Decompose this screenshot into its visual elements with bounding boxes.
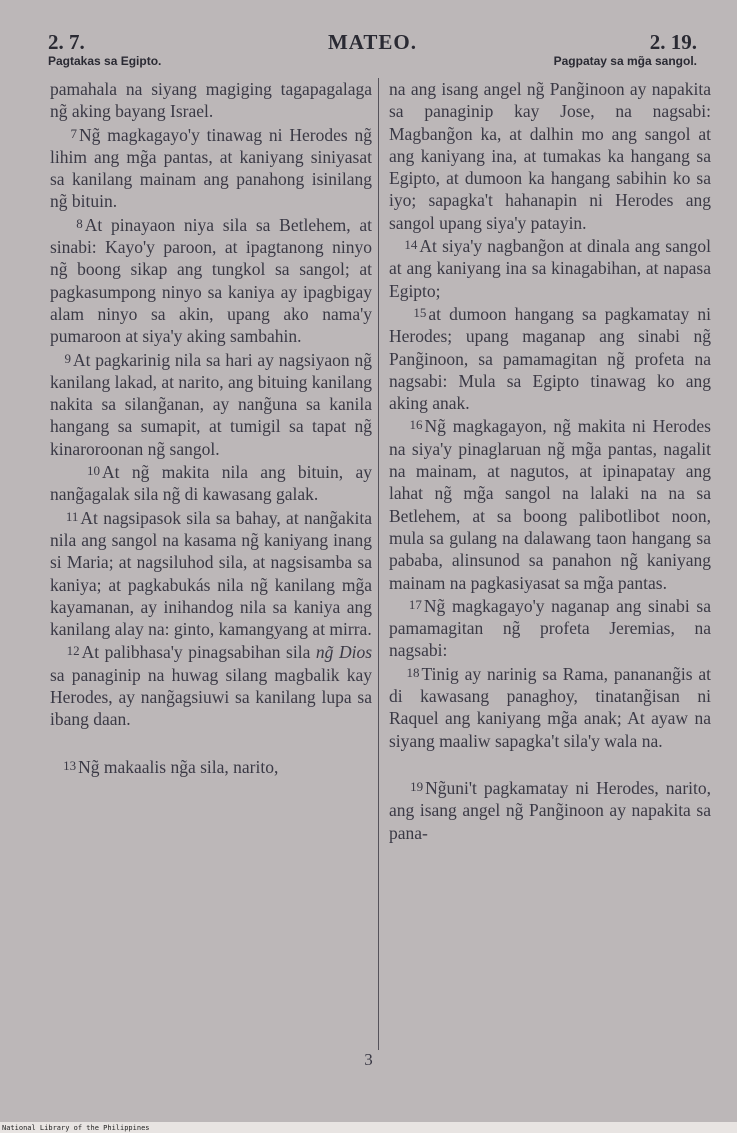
left-column bbox=[50, 78, 372, 778]
verse-number: 8 bbox=[76, 215, 83, 231]
right-section-heading: Pagpatay sa mg̃a sangol. bbox=[553, 54, 697, 68]
verse-paragraph bbox=[50, 213, 372, 348]
verse-text: At palibhasa'y pinagsabihan sila bbox=[81, 642, 316, 663]
verse-text: Ng̃ magkagayo'y naganap ang sinabi sa pamamagitan ng̃ profeta Jeremias, na nagsabi: bbox=[389, 595, 712, 661]
verse-paragraph bbox=[50, 348, 372, 460]
verse-text: At ng̃ makita nila ang bituin, ay nang̃agalak sila ng̃ di kawasang galak. bbox=[50, 462, 372, 505]
verse-text: At siya'y nagbang̃on at dinala ang sangol at ang kaniyang ina sa kinagabihan, at napasa Egipto; bbox=[389, 236, 711, 301]
verse-italic-text: ng̃ Dios bbox=[315, 642, 373, 663]
verse-text: At pagkarinig nila sa hari ay nagsiyaon ng̃ kanilang lakad, at narito, ang bituing kanilang nakita sa silang̃anan, ay nang̃una sa kanila hangang sa sumapit, at tumigil sa tapat ng̃ kinaroroonan ng̃ sangol. bbox=[50, 349, 372, 459]
verse-number: 14 bbox=[404, 237, 418, 253]
verse-text: na ang isang angel ng̃ Pang̃inoon ay napakita sa panaginip kay Jose, na nagsabi: Magbang̃on ka, at dalhin mo ang sangol at ang kaniyang ina, at tumakas ka hangang sa Egipto, at dumoon ka hangang sabihin ko sa iyo; sapagka't hahanapin ni Herodes ang sangol upang siya'y patayin. bbox=[389, 79, 711, 233]
verse-number: 13 bbox=[63, 757, 77, 773]
verse-text: Ng̃ makaalis ng̃a sila, narito, bbox=[78, 756, 279, 777]
verse-paragraph bbox=[50, 640, 372, 730]
left-verse-reference: 2. 7. bbox=[48, 30, 85, 54]
verse-text: Ng̃ magkagayo'y tinawag ni Herodes ng̃ lihim ang mg̃a pantas, at kaniyang siniyasat sa kanilang mainam ang panahong isinilang ng̃ bituin. bbox=[50, 124, 373, 212]
verse-number: 7 bbox=[70, 125, 78, 141]
verse-paragraph bbox=[389, 234, 711, 302]
right-column bbox=[389, 78, 711, 844]
left-section-heading: Pagtakas sa Egipto. bbox=[48, 54, 162, 68]
page-number: 3 bbox=[364, 1050, 373, 1069]
verse-paragraph bbox=[50, 123, 372, 213]
verse-text: At pinayaon niya sila sa Betlehem, at sinabi: Kayo'y paroon, at ipagtanong ninyo ng̃ boong sikap ang tungkol sa sangol; at pagkasumpong ninyo sa kaniya ay ipagbigay alam ninyo sa akin, upang ako nama'y pumaroon at siya'y aking sambahin. bbox=[50, 214, 372, 347]
verse-text: sa panaginip na huwag silang magbalik kay Herodes, ay nang̃agsiuwi sa kanilang lupa sa ibang daan. bbox=[50, 664, 372, 730]
verse-paragraph bbox=[50, 755, 372, 778]
verse-number: 12 bbox=[66, 643, 80, 659]
running-header bbox=[48, 30, 697, 70]
verse-paragraph bbox=[50, 460, 372, 506]
verse-paragraph bbox=[389, 302, 711, 414]
verse-text: at dumoon hangang sa pagkamatay ni Herodes; upang maganap ang sinabi ng̃ Pang̃inoon, sa pamamagitan ng̃ profeta na nagsabi: Mula sa Egipto tinawag ko ang aking anak. bbox=[389, 303, 711, 414]
verse-text: At nagsipasok sila sa bahay, at nang̃akita nila ang sangol na kasama ng̃ kaniyang inang si Maria; at nagsiluhod sila, at nagsisamba sa kaniya; at pagkabukás nila ng̃ kanilang mg̃a kayamanan, ay inihandog nila sa kaniya ang kanilang alay na: ginto, kamangyang at mirra. bbox=[50, 507, 373, 640]
library-footer: National Library of the Philippines bbox=[2, 1124, 150, 1132]
verse-number: 16 bbox=[409, 417, 423, 433]
verse-text: Tinig ay narinig sa Rama, pananang̃is at di kawasang panaghoy, tinatang̃isan ni Raquel ang kaniyang mg̃a anak; At ayaw na siyang maaliw sapagka't sila'y wala na. bbox=[389, 663, 712, 751]
verse-paragraph bbox=[389, 594, 711, 662]
verse-number: 9 bbox=[64, 350, 71, 366]
verse-paragraph bbox=[389, 414, 711, 593]
column-divider bbox=[378, 78, 379, 1050]
verse-paragraph bbox=[389, 776, 711, 844]
verse-number: 19 bbox=[410, 778, 424, 794]
verse-number: 11 bbox=[65, 508, 79, 524]
verse-number: 10 bbox=[87, 463, 101, 479]
verse-number: 18 bbox=[406, 664, 420, 680]
verse-paragraph bbox=[389, 78, 711, 234]
book-title: MATEO. bbox=[327, 30, 418, 54]
right-verse-reference: 2. 19. bbox=[649, 30, 697, 54]
verse-paragraph bbox=[50, 506, 372, 641]
verse-paragraph bbox=[389, 662, 711, 752]
verse-paragraph bbox=[50, 78, 372, 123]
verse-text: pamahala na siyang magiging tagapagalaga ng̃ aking bayang Israel. bbox=[50, 79, 372, 122]
verse-number: 17 bbox=[408, 596, 422, 612]
verse-text: Ng̃uni't pagkamatay ni Herodes, narito, ang isang angel ng̃ Pang̃inoon ay napakita sa pana- bbox=[389, 777, 712, 843]
verse-text: Ng̃ magkagayon, ng̃ makita ni Herodes na siya'y pinaglaruan ng̃ mg̃a pantas, nagalit na mainam, at nagutos, at ipinapatay ang lahat ng̃ mg̃a sangol na lalaki na na sa Betlehem, at sa boong palibotlibot noon, mula sa gulang na dalawang taon hangang sa pababa, alinsunod sa panahon ng̃ kaniyang mainam na pagkasiyasat sa mg̃a pantas. bbox=[389, 416, 711, 593]
verse-number: 15 bbox=[413, 304, 427, 320]
